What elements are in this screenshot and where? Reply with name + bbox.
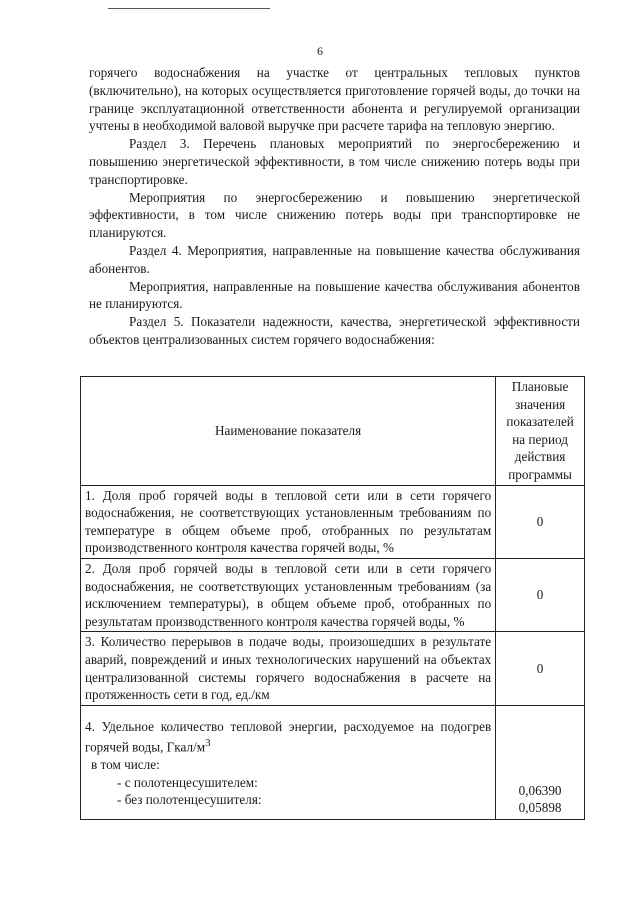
indicator-name: 1. Доля проб горячей воды в тепловой сети или в сети горячего водоснабжения, не соответствующих установленным требованиям по температуре в общем объеме проб, отобранных по результатам производственного контроля качества горячей воды, % (81, 485, 496, 558)
body-text (89, 64, 580, 351)
header-value-line: программы (508, 466, 572, 482)
indicator-4-intro: в том числе: (91, 757, 160, 773)
indicator-4-title: 4. Удельное количество тепловой энергии, расходуемое на подогрев горячей воды, Гкал/м (85, 718, 492, 755)
paragraph-intro: горячего водоснабжения на участке от центральных тепловых пунктов (включительно), на которых осуществляется приготовление горячей воды, до точки на границе эксплуатационной ответственности абонента и регулируемой организации учтены в необходимой валовой выручке при расчете тарифа на тепловую энергию. (89, 65, 580, 134)
paragraph-section-4: Раздел 4. Мероприятия, направленные на повышение качества обслуживания абонентов. (89, 242, 580, 276)
table-row (81, 485, 585, 558)
header-planned-values (496, 377, 585, 486)
header-value-line: на период (512, 431, 568, 447)
indicator-name (81, 705, 496, 819)
header-rule (108, 8, 270, 9)
header-value-line: значения (514, 396, 566, 412)
header-value-line: показателей (506, 414, 574, 430)
indicator-value: 0 (496, 632, 585, 705)
unit-exponent: 3 (205, 737, 211, 750)
table-header-row (81, 377, 585, 486)
header-value-line: Плановые (511, 379, 569, 394)
indicator-value: 0 (496, 485, 585, 558)
paragraph-section-5: Раздел 5. Показатели надежности, качества, энергетической эффективности объектов централизованных систем горячего водоснабжения: (89, 314, 580, 347)
indicator-name: 3. Количество перерывов в подаче воды, произошедших в результате аварий, повреждений и иных технологических нарушений на объектах централизованной системы горячего водоснабжения в расчете на протяженность сети в год, ед./км (81, 632, 496, 705)
indicator-4-subitem: - с полотенцесушителем: (117, 774, 258, 790)
table-row (81, 705, 585, 819)
table-row (81, 558, 585, 631)
paragraph-section-3: Раздел 3. Перечень плановых мероприятий по энергосбережению и повышению энергетической эффективности, в том числе снижению потерь воды при транспортировке. (89, 136, 580, 187)
header-value-line: действия (514, 449, 566, 465)
page-number: 6 (317, 44, 323, 58)
indicator-value: 0 (496, 558, 585, 631)
paragraph-section-3-body: Мероприятия по энергосбережению и повышению энергетической эффективности, в том числе снижению потерь воды при транспортировке не планируются. (89, 189, 580, 241)
indicators-table (80, 376, 585, 820)
indicator-name: 2. Доля проб горячей воды в тепловой сети или в сети горячего водоснабжения, не соответствующих установленным требованиям (за исключением температуры), в общем объеме проб, отобранных по результатам производственного контроля качества горячей воды, % (81, 558, 496, 631)
indicator-value (496, 705, 585, 819)
indicator-4-subitem: - без полотенцесушителя: (117, 792, 262, 808)
indicator-4-value: 0,06390 (518, 782, 562, 798)
header-indicator-name: Наименование показателя (81, 377, 496, 486)
table-row (81, 632, 585, 705)
indicator-4-value: 0,05898 (518, 800, 562, 816)
paragraph-section-4-body: Мероприятия, направленные на повышение качества обслуживания абонентов не планируются. (89, 278, 580, 312)
